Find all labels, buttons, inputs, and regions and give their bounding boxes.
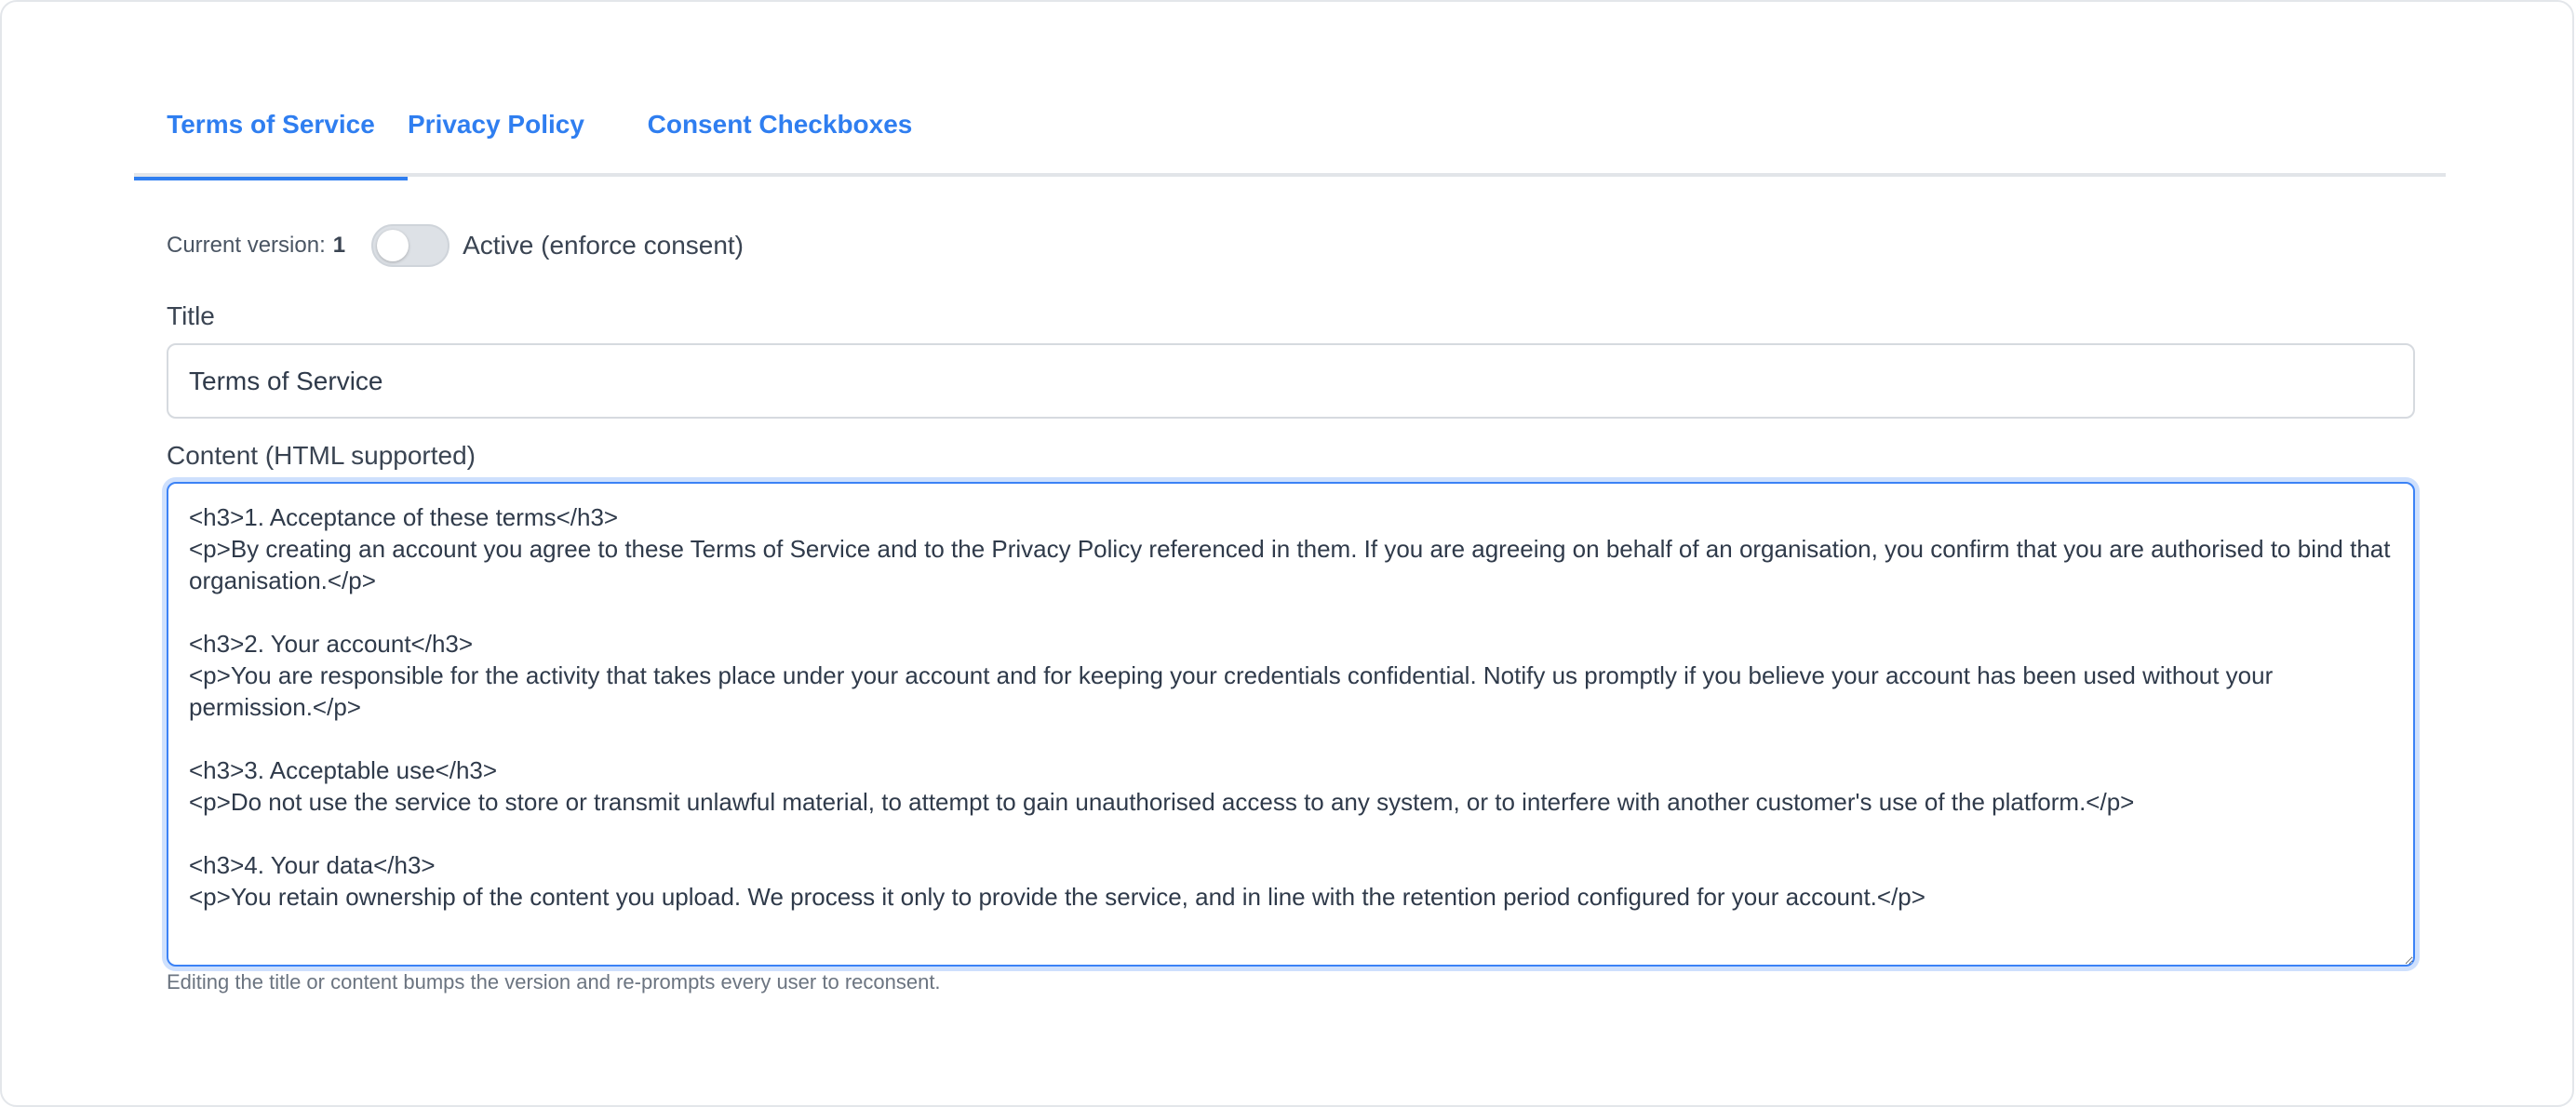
tab-terms-of-service[interactable]: Terms of Service	[134, 99, 408, 177]
tab-privacy-policy[interactable]: Privacy Policy	[408, 110, 584, 139]
tab-consent-checkboxes[interactable]: Consent Checkboxes	[647, 110, 913, 139]
title-label: Title	[167, 301, 215, 330]
title-input[interactable]	[167, 343, 2415, 419]
content-label: Content (HTML supported)	[167, 441, 476, 470]
helper-text: Editing the title or content bumps the version and re-prompts every user to reconsent.	[167, 970, 941, 994]
tab-bar	[134, 99, 2446, 177]
current-version-number: 1	[332, 233, 346, 258]
active-toggle-label: Active (enforce consent)	[463, 231, 745, 260]
toggle-knob	[377, 230, 409, 261]
content-textarea[interactable]	[167, 482, 2415, 967]
active-toggle[interactable]	[371, 224, 449, 267]
current-version-label: Current version:	[167, 233, 326, 258]
version-row	[167, 221, 744, 270]
